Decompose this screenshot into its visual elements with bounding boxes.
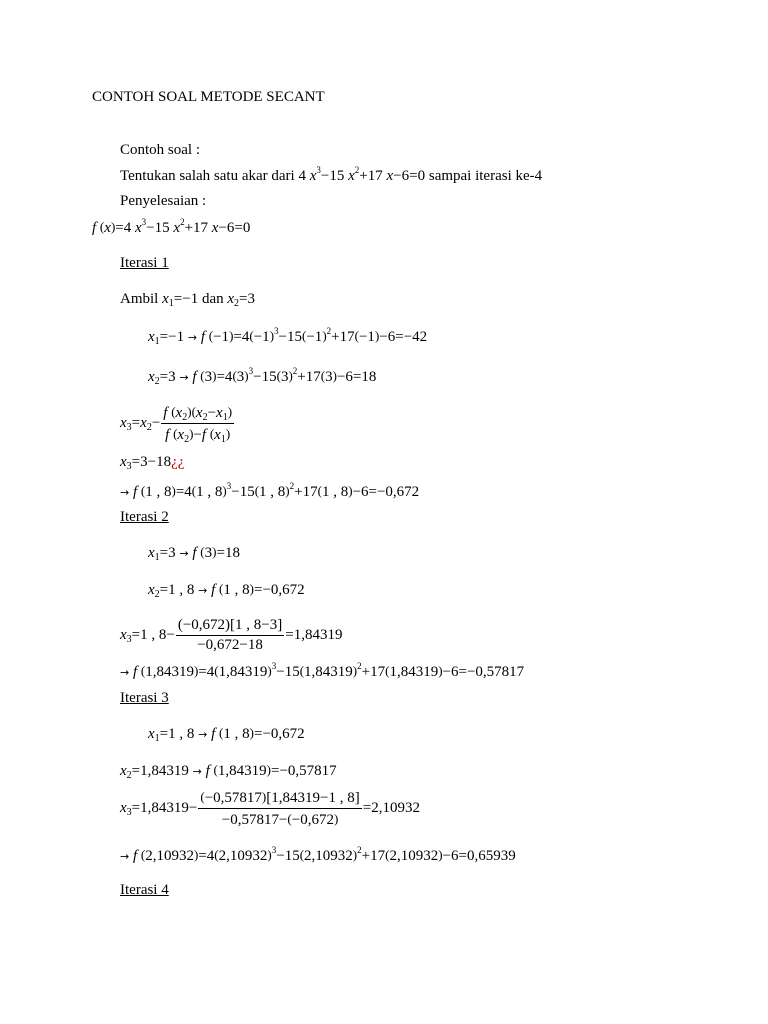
iterasi-3-f-x3: → f $(2,10932)=4(2,10932)^3-15(2,10932)^2+17(2,10932)-6=0,65939$ (120, 845, 516, 864)
function-definition: f (x)=4 $x^3-15$ $x^2+17$ x−6=0 (92, 217, 251, 236)
iterasi-1-initial: Ambil $x_1=-1$ dan $x_2=3$ (120, 291, 256, 309)
iterasi-1-f-x3: → f (1 , 8)=4(1 , 8)$^3$−15(1 , 8)$^2$+17(1 , 8)−6=−0,672 (120, 481, 420, 500)
task-suffix: sampai iterasi ke-4 (428, 168, 543, 184)
iterasi-3-x3: $x_3=1,84319-$ $\frac{(-0,57817)[1,84319-1 , 8]}{-0,57817-(-0,672)}$ =2,10932 (120, 789, 420, 828)
document-title: CONTOH SOAL METODE SECANT (92, 89, 325, 105)
task-statement (120, 167, 542, 185)
iterasi-2-heading: Iterasi 2 (120, 509, 169, 525)
render-artifact: ¿¿ (171, 454, 185, 470)
penyelesaian-label: Penyelesaian : (120, 193, 207, 209)
task-equation: 4 $x^3-15$ $x^2+17$ x−6=0 (298, 165, 426, 184)
iterasi-1-f-x1: $x_1=-1 \to f$ $(-1)=4(-1)^3-15(-1)^2+17(-1)-6=-42$ (148, 326, 428, 347)
iterasi-1-f-x2: $x_2=3 \to f$ $(3)=4(3)^3-15(3)^2+17(3)-6=18$ (148, 366, 377, 387)
iterasi-3-heading: Iterasi 3 (120, 690, 169, 706)
contoh-soal-label: Contoh soal : (120, 142, 201, 158)
task-prefix: Tentukan salah satu akar dari (120, 168, 295, 184)
secant-formula: $x_3=x_2-$ $\frac{f (x_2)(x_2-x_1)}{f (x_2)-f (x_1)}$ (120, 404, 233, 445)
iterasi-1-x3: $x_3=3-18¿¿$ (120, 454, 185, 472)
iterasi-2-f-x3: → f $(1,84319)=4(1,84319)^3-15(1,84319)^2+17(1,84319)-6=-0,57817$ (120, 661, 525, 680)
iterasi-3-x2: $x_2=1,84319 \to f$ (1,84319)=−0,57817 (120, 762, 337, 781)
iterasi-2-x2: $x_2=1$ , 8 → f (1 , 8)=−0,672 (148, 581, 305, 600)
iterasi-4-heading: Iterasi 4 (120, 882, 169, 898)
iterasi-1-heading: Iterasi 1 (120, 255, 169, 271)
iterasi-2-x3: $x_3=1$ , 8− $\frac{(-0,672)[1 , 8-3]}{-0,672-18}$ =1,84319 (120, 617, 343, 653)
iterasi-2-x1: $x_1=3 \to f$ (3)=18 (148, 544, 240, 563)
iterasi-3-x1: $x_1=1$ , 8 → f (1 , 8)=−0,672 (148, 725, 305, 744)
